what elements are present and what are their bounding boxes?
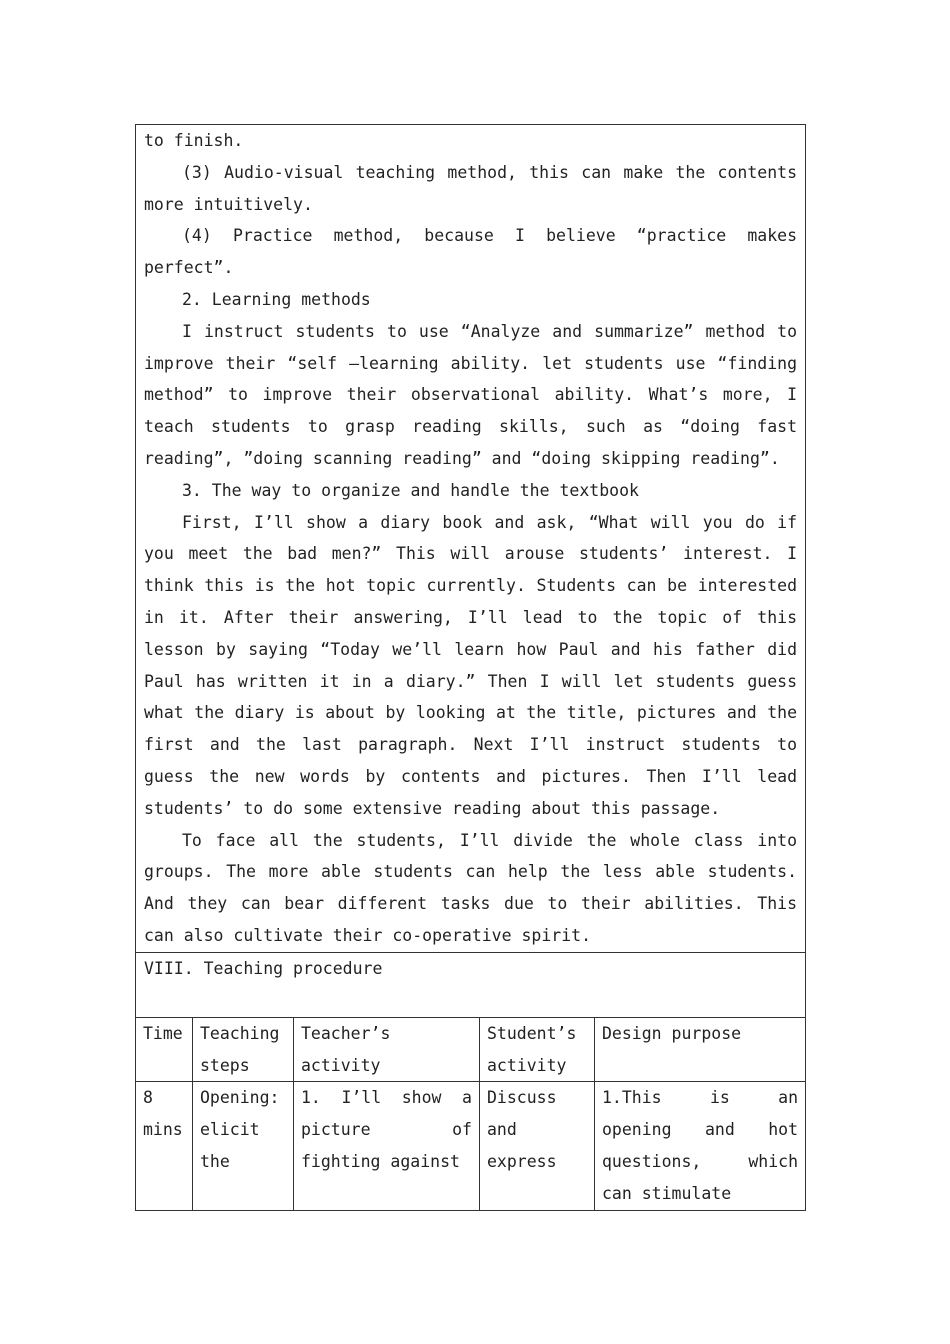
column-header-time: Time: [136, 1017, 193, 1082]
textbook-heading: 3. The way to organize and handle the textbook: [182, 480, 639, 500]
method-3-paragraph: (3) Audio-visual teaching method, this can make the contents more intuitively.: [144, 162, 798, 214]
learning-methods-heading: 2. Learning methods: [182, 289, 371, 309]
learning-methods-paragraph: I instruct students to use “Analyze and summarize” method to improve their “self –learning ability. let students use “finding method” to improve their observational ability. What’s more, I teach students to grasp reading skills, such as “doing fast reading”, ”doing scanning reading” and “doing skipping reading”.: [144, 321, 798, 468]
cell-design-purpose: 1.This is an opening and hot questions, which can stimulate: [595, 1082, 806, 1210]
column-header-student: Student’s activity: [480, 1017, 595, 1082]
procedure-header-row: [136, 1017, 806, 1082]
column-header-purpose: Design purpose: [595, 1017, 806, 1082]
column-header-steps: Teaching steps: [193, 1017, 294, 1082]
cell-student-activity: Discuss and express: [480, 1082, 595, 1210]
cell-teacher-activity: 1. I’ll show a picture of fighting against: [294, 1082, 480, 1210]
cell-step: Opening: elicit the: [193, 1082, 294, 1210]
cell-time: 8 mins: [136, 1082, 193, 1210]
document-table: [135, 124, 806, 1211]
groups-paragraph: To face all the students, I’ll divide the whole class into groups. The more able students can help the less able students. And they can bear different tasks due to their abilities. This can also cultivate their co-operative spirit.: [144, 830, 798, 945]
table-row: [136, 1082, 806, 1210]
column-header-teacher: Teacher’s activity: [294, 1017, 480, 1082]
textbook-paragraph: First, I’ll show a diary book and ask, “What will you do if you meet the bad men?” This will arouse students’ interest. I think this is the hot topic currently. Students can be interested in it. After their answering, I’ll lead to the topic of this lesson by saying “Today we’ll learn how Paul and his father did Paul has written it in a diary.” Then I will let students guess what the diary is about by looking at the title, pictures and the first and the last paragraph. Next I’ll instruct students to guess the new words by contents and pictures. Then I’ll lead students’ to do some extensive reading about this passage.: [144, 512, 798, 818]
methods-cell: [136, 125, 806, 953]
continuation-line: to finish.: [144, 131, 244, 150]
method-4-paragraph: (4) Practice method, because I believe “practice makes perfect”.: [144, 226, 798, 278]
procedure-heading: VIII. Teaching procedure: [136, 952, 806, 1017]
